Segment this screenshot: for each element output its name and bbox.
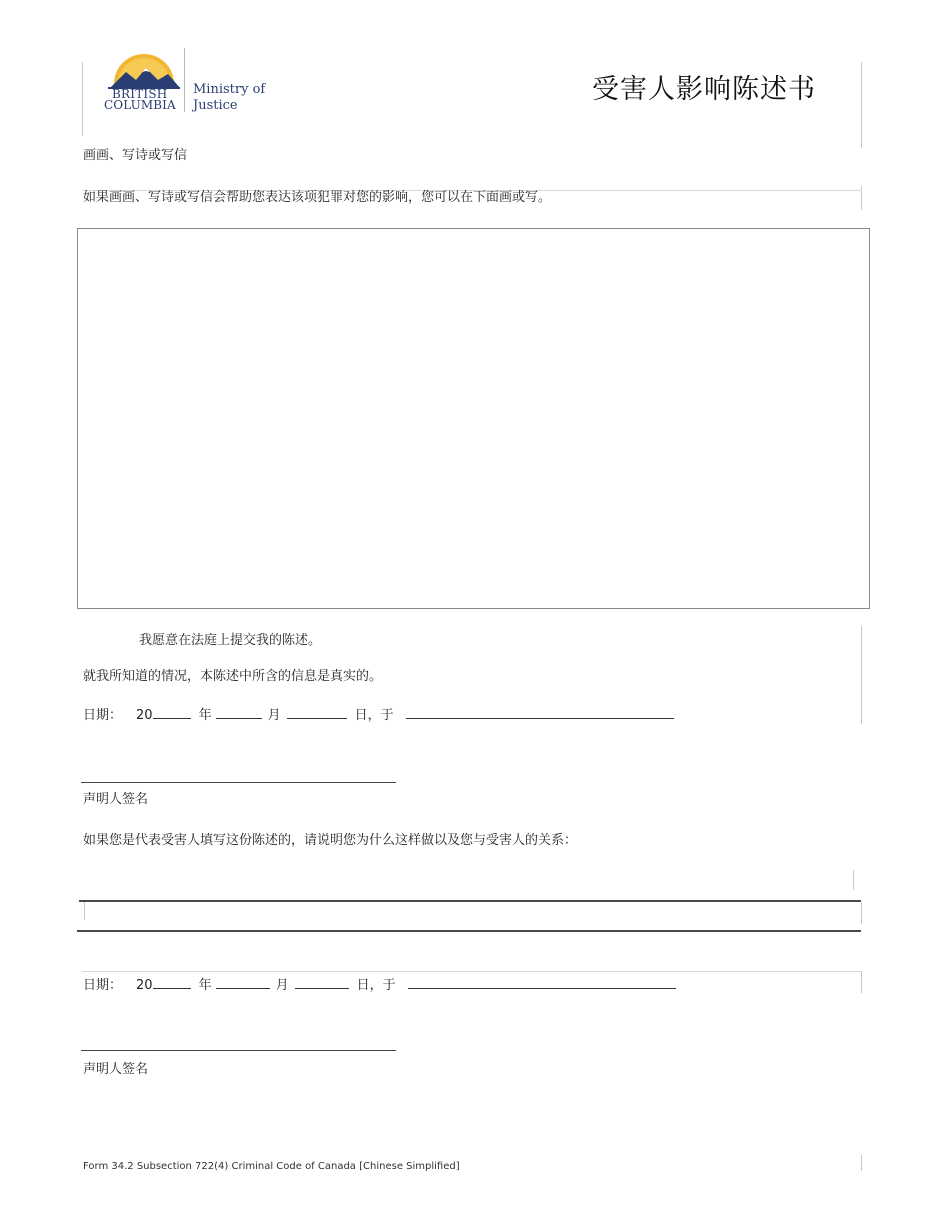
logo-text-british: BRITISH xyxy=(112,87,168,101)
frame-line xyxy=(861,626,862,724)
month-field[interactable] xyxy=(216,706,262,719)
month-label: 月 xyxy=(275,978,289,993)
british-columbia-sun-mountains-logo-icon xyxy=(104,50,184,90)
frame-line xyxy=(861,971,862,993)
date-label: 日期： xyxy=(83,978,123,993)
date-row xyxy=(83,706,674,724)
year-prefix: 20 xyxy=(136,708,153,723)
year-label: 年 xyxy=(198,978,212,993)
frame-line xyxy=(861,902,862,924)
drawing-area[interactable] xyxy=(77,228,870,609)
section-instruction: 如果画画、写诗或写信会帮助您表达该项犯罪对您的影响，您可以在下面画或写。 xyxy=(83,190,552,205)
logo-text-columbia: COLUMBIA xyxy=(104,98,176,112)
year-field[interactable] xyxy=(153,976,191,989)
signature-label: 声明人签名 xyxy=(83,1062,149,1077)
day-field[interactable] xyxy=(287,706,347,719)
day-label: 日，于 xyxy=(356,978,396,993)
frame-line xyxy=(861,1155,862,1171)
place-field[interactable] xyxy=(408,976,676,989)
logo-text-justice: Justice xyxy=(193,98,238,113)
day-field[interactable] xyxy=(295,976,349,989)
month-field[interactable] xyxy=(216,976,270,989)
reason-line-2[interactable] xyxy=(77,930,861,932)
logo-divider xyxy=(184,48,185,112)
year-field[interactable] xyxy=(153,706,191,719)
signature-line[interactable] xyxy=(81,782,396,783)
year-label: 年 xyxy=(198,708,212,723)
frame-line xyxy=(853,870,854,890)
frame-line xyxy=(84,902,85,920)
day-label: 日，于 xyxy=(354,708,394,723)
year-prefix: 20 xyxy=(136,978,153,993)
logo-text-ministry: Ministry of xyxy=(193,82,266,97)
month-label: 月 xyxy=(267,708,281,723)
signature-label: 声明人签名 xyxy=(83,792,149,807)
frame-line xyxy=(82,971,862,972)
representative-date-row xyxy=(83,976,676,994)
frame-line xyxy=(861,62,862,148)
page-title: 受害人影响陈述书 xyxy=(592,74,816,105)
representative-instruction: 如果您是代表受害人填写这份陈述的，请说明您为什么这样做以及您与受害人的关系： xyxy=(83,833,578,848)
section-heading: 画画、写诗或写信 xyxy=(83,148,188,163)
truth-statement: 就我所知道的情况，本陈述中所含的信息是真实的。 xyxy=(83,669,383,684)
reason-line-1[interactable] xyxy=(79,900,861,902)
signature-line[interactable] xyxy=(81,1050,396,1051)
date-label: 日期： xyxy=(83,708,123,723)
frame-line xyxy=(82,62,83,136)
footer-form-reference: Form 34.2 Subsection 722(4) Criminal Code of Canada [Chinese Simplified] xyxy=(83,1161,460,1172)
willing-statement: 我愿意在法庭上提交我的陈述。 xyxy=(139,633,322,648)
place-field[interactable] xyxy=(406,706,674,719)
